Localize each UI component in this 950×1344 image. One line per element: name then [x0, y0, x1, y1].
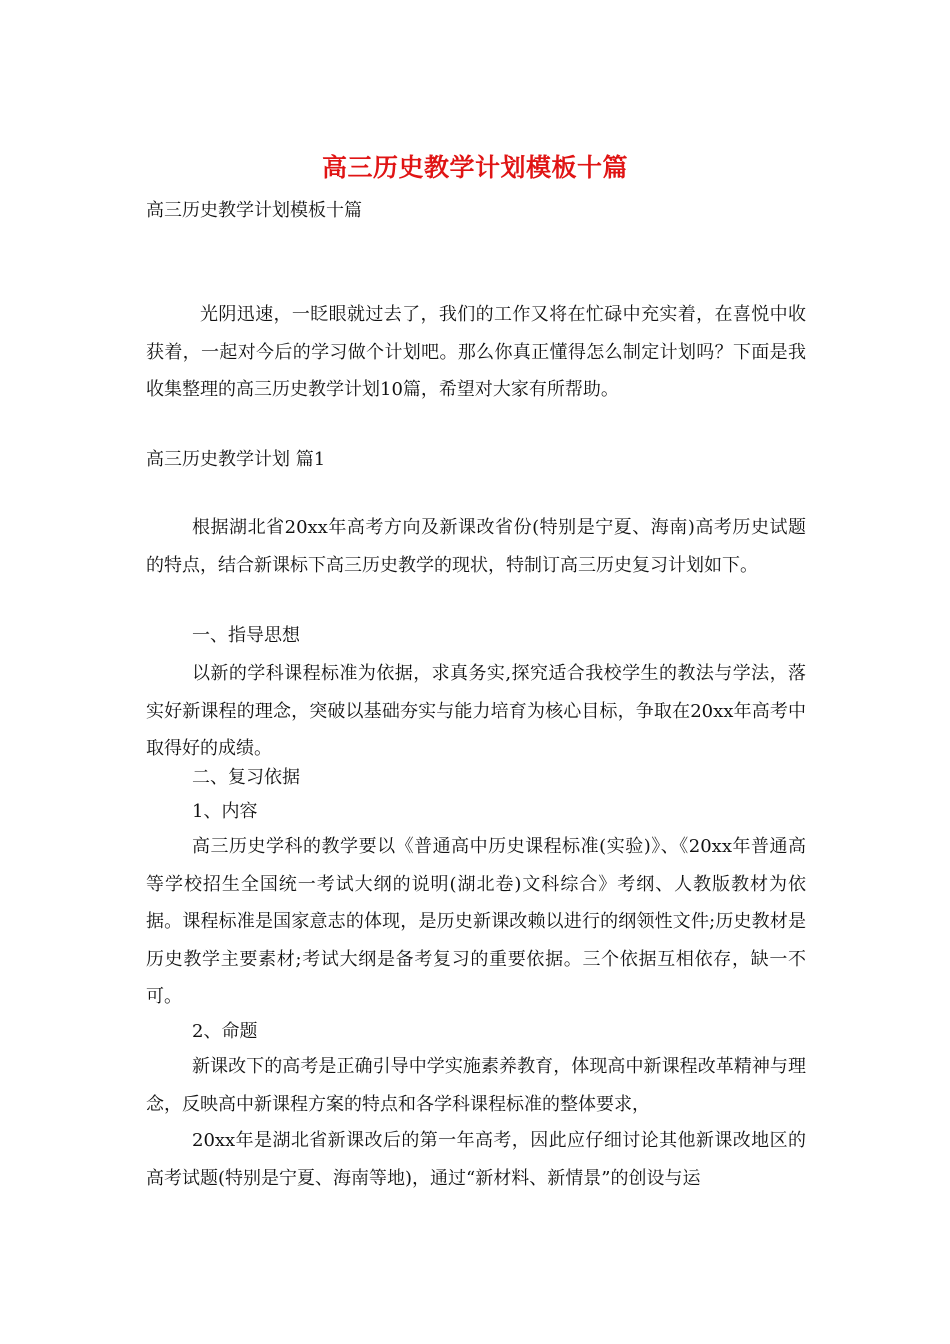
section-heading: 高三历史教学计划 篇1 [146, 449, 326, 470]
document-subtitle: 高三历史教学计划模板十篇 [146, 200, 362, 221]
heading-guiding-ideology: 一、指导思想 [192, 625, 300, 646]
paragraph-gaokao-year: 20xx年是湖北省新课改后的第一年高考，因此应仔细讨论其他新课改地区的高考试题(特别是宁夏、海南等地)，通过“新材料、新情景”的创设与运 [146, 1130, 806, 1189]
paragraph-proposition: 新课改下的高考是正确引导中学实施素养教育，体现高中新课程改革精神与理念，反映高中新课程方案的特点和各学科课程标准的整体要求， [146, 1056, 806, 1115]
paragraph-guiding-ideology: 以新的学科课程标准为依据，求真务实,探究适合我校学生的教法与学法，落实好新课程的理念，突破以基础夯实与能力培育为核心目标，争取在20xx年高考中取得好的成绩。 [146, 663, 806, 759]
paragraph-background: 根据湖北省20xx年高考方向及新课改省份(特别是宁夏、海南)高考历史试题的特点，结合新课标下高三历史教学的现状，特制订高三历史复习计划如下。 [146, 517, 806, 576]
document-title: 高三历史教学计划模板十篇 [321, 153, 628, 182]
paragraph-content: 高三历史学科的教学要以《普通高中历史课程标准(实验)》、《20xx年普通高等学校招生全国统一考试大纲的说明(湖北卷)文科综合》考纲、人教版教材为依据。课程标准是国家意志的体现，是历史新课改赖以进行的纲领性文件;历史教材是历史教学主要素材;考试大纲是备考复习的重要依据。三个依据互相依存，缺一不可。 [146, 836, 806, 1007]
intro-paragraph: 光阴迅速，一眨眼就过去了，我们的工作又将在忙碌中充实着，在喜悦中收获着，一起对今后的学习做个计划吧。那么你真正懂得怎么制定计划吗？下面是我收集整理的高三历史教学计划10篇，希望对大家有所帮助。 [146, 304, 806, 400]
heading-review-basis: 二、复习依据 [192, 767, 300, 788]
heading-content: 1、内容 [192, 801, 258, 822]
heading-proposition: 2、命题 [192, 1021, 258, 1042]
